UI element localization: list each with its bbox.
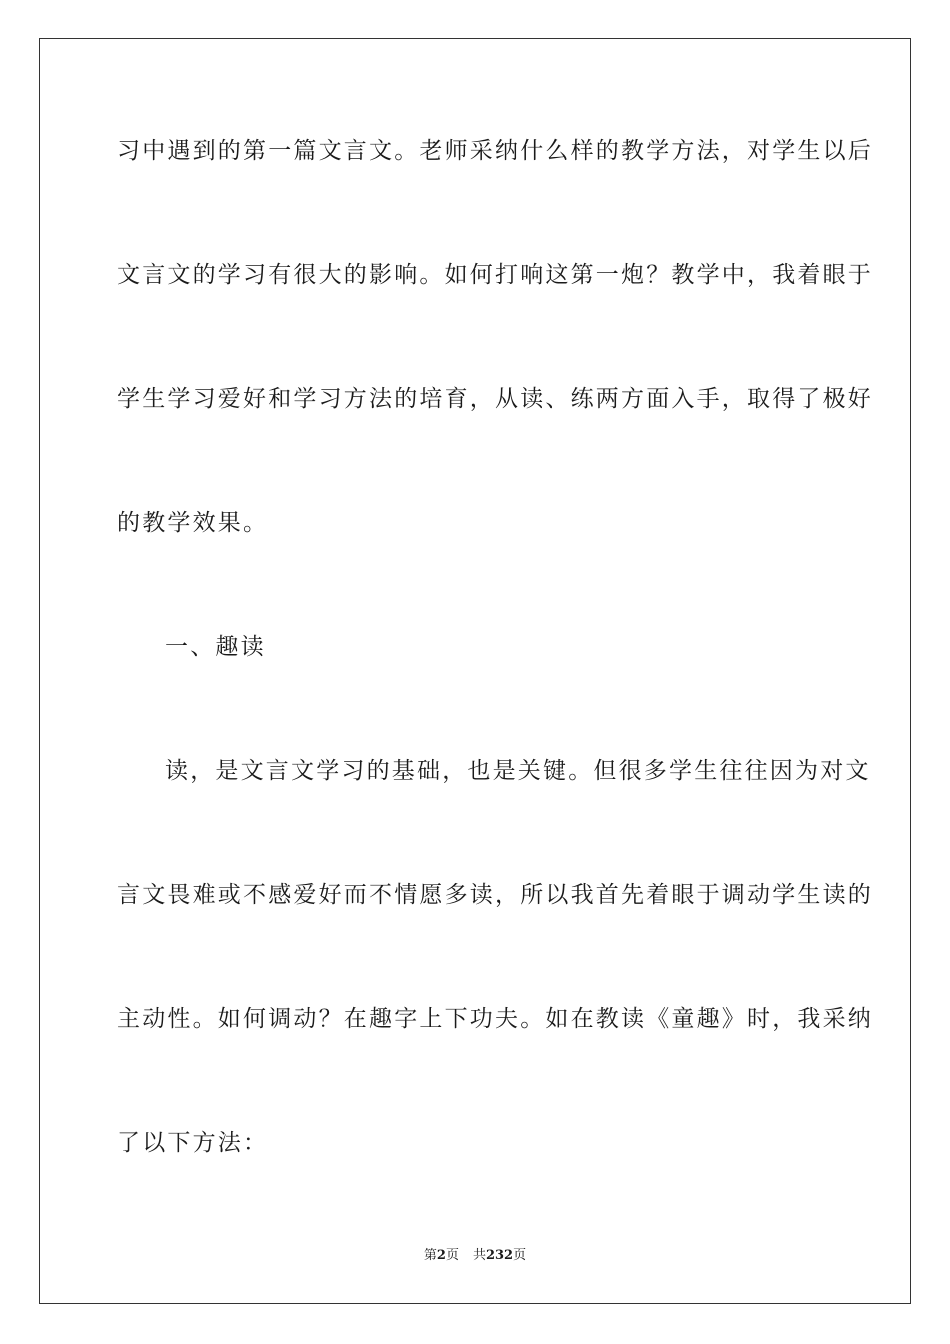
- total-suffix: 页: [513, 1248, 527, 1263]
- page-suffix: 页: [445, 1248, 459, 1263]
- total-pages: 232: [485, 1248, 514, 1263]
- total-prefix: 共: [472, 1248, 486, 1263]
- paragraph-line: 文言文的学习有很大的影响。如何打响这第一炮？教学中，我着眼于: [117, 262, 873, 288]
- paragraph-line: 主动性。如何调动？在趣字上下功夫。如在教读《童趣》时，我采纳: [117, 1006, 873, 1032]
- page-frame: [39, 38, 911, 1304]
- page-number: 2: [436, 1248, 446, 1263]
- paragraph-line: 习中遇到的第一篇文言文。老师采纳什么样的教学方法，对学生以后: [117, 138, 873, 164]
- page-prefix: 第: [423, 1248, 437, 1263]
- paragraph-line: 读，是文言文学习的基础，也是关键。但很多学生往往因为对文: [165, 758, 871, 784]
- paragraph-line: 言文畏难或不感爱好而不情愿多读，所以我首先着眼于调动学生读的: [117, 882, 873, 908]
- page-footer: [0, 1247, 950, 1265]
- section-heading: 一、趣读: [165, 634, 266, 660]
- paragraph-line: 学生学习爱好和学习方法的培育，从读、练两方面入手，取得了极好: [117, 386, 873, 412]
- paragraph-line: 了以下方法：: [117, 1130, 269, 1156]
- paragraph-line: 的教学效果。: [117, 510, 269, 536]
